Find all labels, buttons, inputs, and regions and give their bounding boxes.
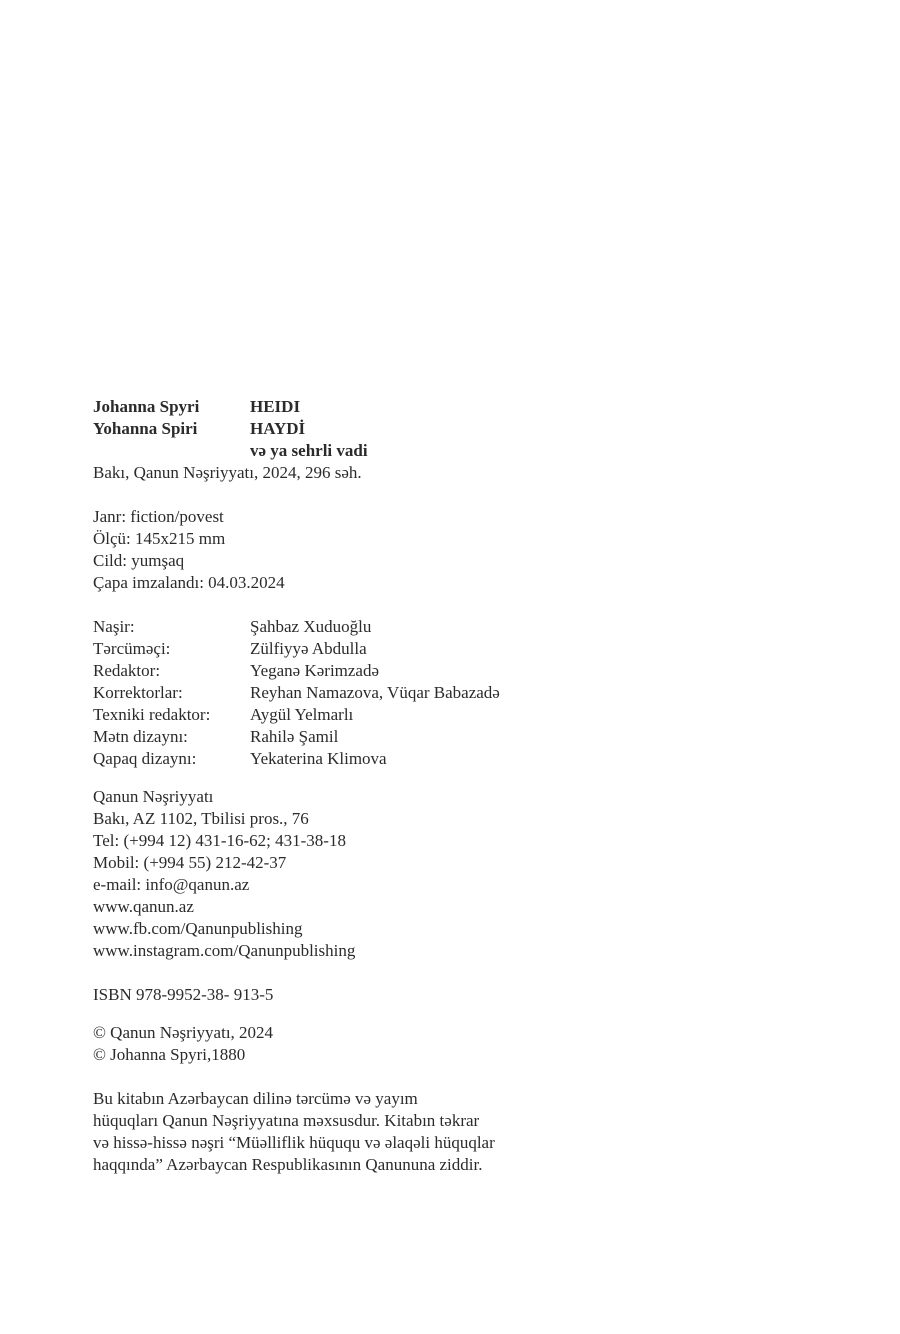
credit-name: Rahilə Şamil	[250, 727, 339, 746]
imprint: Bakı, Qanun Nəşriyyatı, 2024, 296 səh.	[93, 463, 362, 482]
publisher-name: Qanun Nəşriyyatı	[93, 787, 214, 806]
credit-role: Naşir:	[93, 617, 135, 636]
credit-row	[93, 616, 500, 638]
credit-name: Yekaterina Klimova	[250, 749, 387, 768]
spec-signed-date: Çapa imzalandı: 04.03.2024	[93, 573, 285, 592]
credit-row	[93, 638, 500, 660]
credit-role: Redaktor:	[93, 661, 161, 680]
rights-notice	[93, 1088, 563, 1176]
credit-name: Şahbaz Xuduoğlu	[250, 617, 372, 636]
spec-binding: Cild: yumşaq	[93, 551, 185, 570]
publisher-phone: Tel: (+994 12) 431-16-62; 431-38-18	[93, 831, 346, 850]
original-title-row	[93, 396, 368, 418]
author-original: Johanna Spyri	[93, 397, 200, 416]
credit-name: Yeganə Kərimzadə	[250, 661, 380, 680]
contact-block	[93, 786, 355, 962]
title-original: HEIDI	[250, 397, 301, 416]
translit-title-row	[93, 418, 368, 440]
specs-block	[93, 506, 285, 594]
credit-name: Zülfiyyə Abdulla	[250, 639, 367, 658]
copyright-author: © Johanna Spyri,1880	[93, 1045, 246, 1064]
isbn: ISBN 978-9952-38- 913-5	[93, 985, 274, 1004]
spec-genre: Janr: fiction/povest	[93, 507, 224, 526]
rights-line: Bu kitabın Azərbaycan dilinə tərcümə və yayım	[93, 1089, 418, 1108]
credit-row	[93, 726, 500, 748]
publisher-website: www.qanun.az	[93, 897, 194, 916]
credit-row	[93, 682, 500, 704]
credit-role: Tərcüməçi:	[93, 639, 171, 658]
spec-size: Ölçü: 145x215 mm	[93, 529, 226, 548]
credits-block	[93, 616, 500, 770]
credit-name: Aygül Yelmarlı	[250, 705, 354, 724]
publisher-mobile: Mobil: (+994 55) 212-42-37	[93, 853, 287, 872]
copyright-publisher: © Qanun Nəşriyyatı, 2024	[93, 1023, 274, 1042]
rights-line: hüquqları Qanun Nəşriyyatına məxsusdur. Kitabın təkrar	[93, 1111, 480, 1130]
publisher-address: Bakı, AZ 1102, Tbilisi pros., 76	[93, 809, 309, 828]
credit-role: Mətn dizaynı:	[93, 727, 188, 746]
publisher-facebook: www.fb.com/Qanunpublishing	[93, 919, 303, 938]
author-translit: Yohanna Spiri	[93, 419, 198, 438]
title-block	[93, 396, 368, 484]
copyright-block	[93, 1022, 273, 1066]
subtitle-row	[93, 440, 368, 462]
credit-row	[93, 748, 500, 770]
subtitle: və ya sehrli vadi	[250, 441, 368, 460]
publisher-email: e-mail: info@qanun.az	[93, 875, 250, 894]
credit-row	[93, 704, 500, 726]
credit-row	[93, 660, 500, 682]
credit-role: Korrektorlar:	[93, 683, 183, 702]
rights-line: haqqında” Azərbaycan Respublikasının Qanununa ziddir.	[93, 1155, 483, 1174]
isbn-block	[93, 984, 273, 1006]
credit-role: Qapaq dizaynı:	[93, 749, 197, 768]
publisher-instagram: www.instagram.com/Qanunpublishing	[93, 941, 356, 960]
credit-name: Reyhan Namazova, Vüqar Babazadə	[250, 683, 500, 702]
rights-line: və hissə-hissə nəşri “Müəlliflik hüququ və əlaqəli hüquqlar	[93, 1133, 495, 1152]
title-translit: HAYDİ	[250, 419, 306, 438]
credit-role: Texniki redaktor:	[93, 705, 211, 724]
